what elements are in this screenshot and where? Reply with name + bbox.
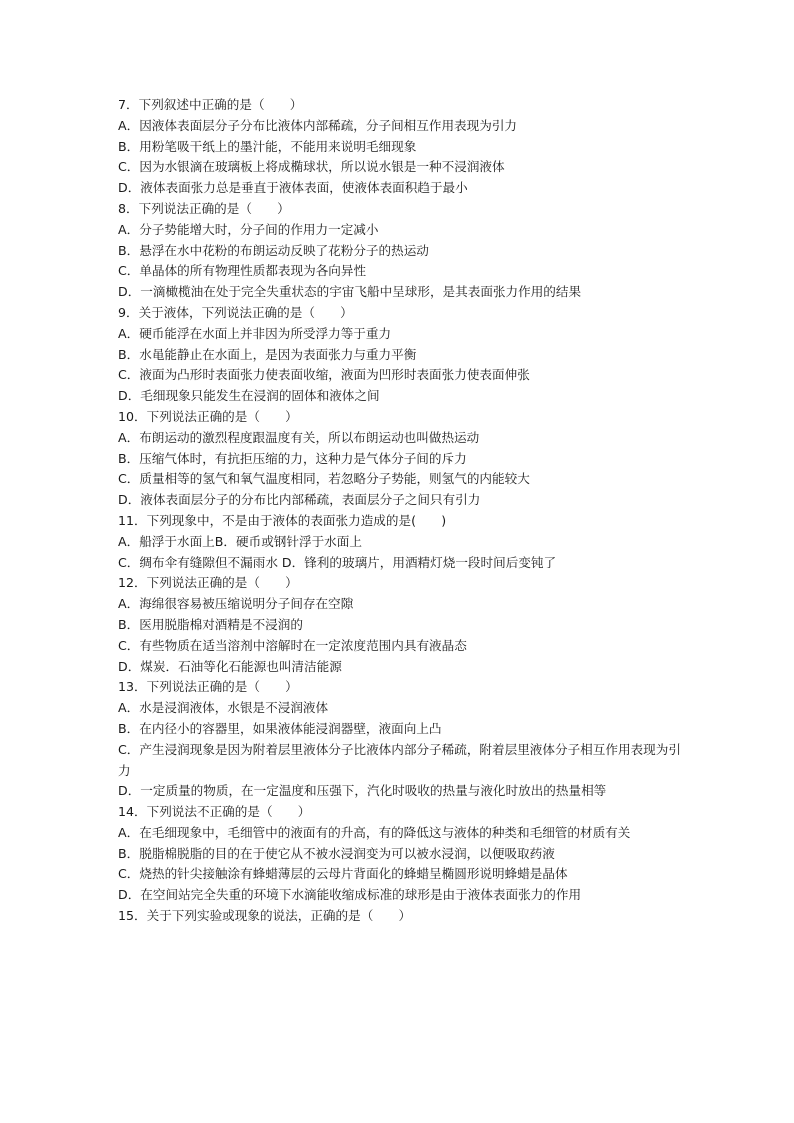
option-b: B．悬浮在水中花粉的布朗运动反映了花粉分子的热运动 (118, 242, 429, 258)
option-c: C．单晶体的所有物理性质都表现为各向异性 (118, 263, 367, 279)
option-a: A．因液体表面层分子分布比液体内部稀疏，分子间相互作用表现为引力 (118, 117, 518, 133)
option-d: D．毛细现象只能发生在浸润的固体和液体之间 (118, 388, 380, 404)
option-b: B．脱脂棉脱脂的目的在于使它从不被水浸润变为可以被水浸润，以便吸取药液 (118, 845, 555, 861)
option-c: C．液面为凸形时表面张力使表面收缩，液面为凹形时表面张力使表面伸张 (118, 367, 530, 383)
question-stem: 13．下列说法正确的是（ ） (118, 679, 298, 695)
option-c: C．产生浸润现象是因为附着层里液体分子比液体内部分子稀疏，附着层里液体分子相互作用表现为引力 (118, 741, 681, 778)
option-d: D．一定质量的物质，在一定温度和压强下，汽化时吸收的热量与液化时放出的热量相等 (118, 783, 607, 799)
option-cd: C．绸布伞有缝隙但不漏雨水 D．锋利的玻璃片，用酒精灯烧一段时间后变钝了 (118, 554, 557, 570)
question-stem: 11．下列现象中，不是由于液体的表面张力造成的是( ) (118, 512, 447, 528)
option-a: A．海绵很容易被压缩说明分子间存在空隙 (118, 596, 354, 612)
question-11 (118, 511, 698, 573)
option-a: A．水是浸润液体，水银是不浸润液体 (118, 700, 329, 716)
option-a: A．在毛细现象中，毛细管中的液面有的升高，有的降低这与液体的种类和毛细管的材质有关 (118, 824, 631, 840)
question-stem: 15．关于下列实验或现象的说法，正确的是（ ） (118, 908, 412, 924)
option-d: D．在空间站完全失重的环境下水滴能收缩成标准的球形是由于液体表面张力的作用 (118, 887, 582, 903)
option-a: A．硬币能浮在水面上并非因为所受浮力等于重力 (118, 325, 392, 341)
question-9 (118, 303, 698, 407)
question-10 (118, 407, 698, 511)
option-b: B．压缩气体时，有抗拒压缩的力，这种力是气体分子间的斥力 (118, 450, 467, 466)
option-b: B．水黾能静止在水面上，是因为表面张力与重力平衡 (118, 346, 417, 362)
question-stem: 14．下列说法不正确的是（ ） (118, 804, 311, 820)
question-14 (118, 802, 698, 906)
option-b: B．用粉笔吸干纸上的墨汁能，不能用来说明毛细现象 (118, 138, 417, 154)
option-b: B．在内径小的容器里，如果液体能浸润器壁，液面向上凸 (118, 720, 442, 736)
question-8 (118, 199, 698, 303)
question-7 (118, 95, 698, 199)
question-stem: 12．下列说法正确的是（ ） (118, 575, 298, 591)
option-b: B．医用脱脂棉对酒精是不浸润的 (118, 616, 303, 632)
question-12 (118, 573, 698, 677)
question-stem: 8．下列说法正确的是（ ） (118, 200, 290, 216)
question-13 (118, 677, 698, 802)
option-a: A．布朗运动的激烈程度跟温度有关，所以布朗运动也叫做热运动 (118, 429, 480, 445)
question-stem: 7．下列叙述中正确的是（ ） (118, 97, 303, 112)
option-d: D．液体表面张力总是垂直于液体表面，使液体表面积趋于最小 (118, 180, 468, 196)
question-stem: 9．关于液体，下列说法正确的是（ ） (118, 304, 353, 320)
option-d: D．一滴橄榄油在处于完全失重状态的宇宙飞船中呈球形，是其表面张力作用的结果 (118, 284, 582, 300)
option-a: A．分子势能增大时，分子间的作用力一定减小 (118, 221, 379, 237)
option-c: C．有些物质在适当溶剂中溶解时在一定浓度范围内具有液晶态 (118, 637, 467, 653)
question-stem: 10．下列说法正确的是（ ） (118, 408, 298, 424)
option-d: D．煤炭．石油等化石能源也叫清洁能源 (118, 658, 342, 674)
option-c: C．烧热的针尖接触涂有蜂蜡薄层的云母片背面化的蜂蜡呈椭圆形说明蜂蜡是晶体 (118, 866, 568, 882)
option-c: C．质量相等的氢气和氧气温度相同，若忽略分子势能，则氢气的内能较大 (118, 471, 530, 487)
question-15 (118, 906, 698, 927)
option-ab: A．船浮于水面上B．硬币或钢针浮于水面上 (118, 533, 362, 549)
option-c: C．因为水银滴在玻璃板上将成椭球状，所以说水银是一种不浸润液体 (118, 159, 505, 175)
option-d: D．液体表面层分子的分布比内部稀疏，表面层分子之间只有引力 (118, 492, 481, 508)
document-page (118, 95, 698, 927)
